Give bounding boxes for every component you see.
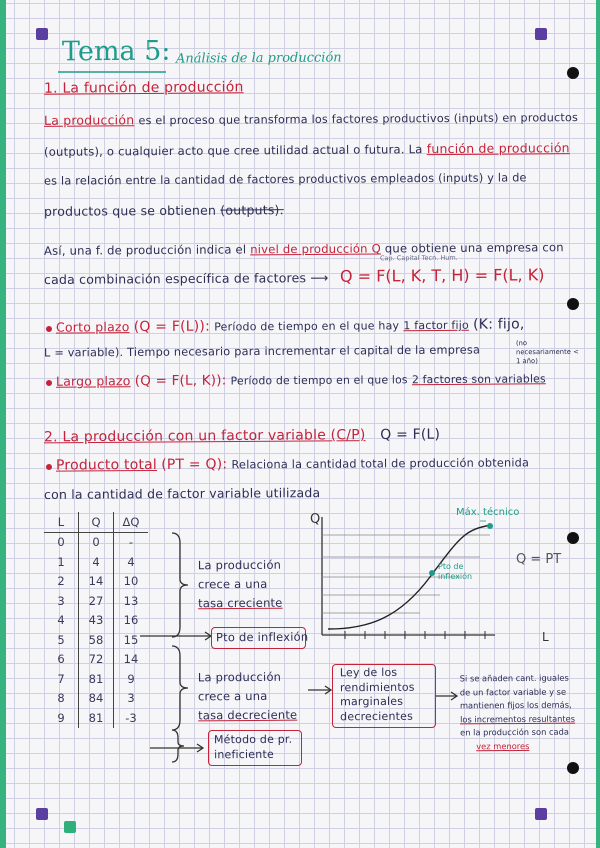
page-title: Tema 5: xyxy=(61,35,171,68)
text: es el proceso que transforma los factores productivos (inputs) en productos xyxy=(138,111,579,128)
cell-dq: - xyxy=(128,535,134,550)
text: La producción xyxy=(197,557,282,573)
text: La producción xyxy=(197,669,282,685)
text: marginales xyxy=(340,694,404,709)
text: decrecientes xyxy=(340,709,414,723)
inflection-label-1: Pto de xyxy=(438,562,464,571)
short-run-line-2: L = variable). Tiempo necesario para incrementar el capital de la empresa xyxy=(43,343,481,360)
cell-l: 4 xyxy=(44,611,79,631)
cell-l: 0 xyxy=(44,532,79,552)
term-producto-total: Producto total xyxy=(55,456,158,474)
text: que obtiene una empresa con xyxy=(384,240,564,256)
brace-inefficient xyxy=(172,730,184,762)
cell-q: 4 xyxy=(79,552,114,572)
text: tasa decreciente xyxy=(198,707,298,723)
curve-label: Q = PT xyxy=(516,552,562,567)
term-factor-fijo: 1 factor fijo xyxy=(403,318,469,333)
law-box-text xyxy=(340,666,415,725)
text: Período de tiempo en el que los xyxy=(230,373,408,388)
section-1-heading: 1. La función de producción xyxy=(43,79,244,97)
total-product-formula: (PT = Q): xyxy=(161,456,228,473)
graph-y-label: Q xyxy=(310,512,321,527)
formula-note: Cap. Capital Tecn. Hum. xyxy=(379,253,458,263)
text: cada combinación específica de factores xyxy=(43,270,307,287)
term-produccion: La producción xyxy=(43,112,135,128)
inflection-box-label: Pto de inflexión xyxy=(215,629,309,645)
term-corto-plazo: Corto plazo xyxy=(55,319,130,335)
text: vez menores xyxy=(476,740,530,751)
short-run-formula: (Q = F(L)): xyxy=(133,318,211,336)
cell-dq: 13 xyxy=(123,593,139,608)
table-header-q: Q xyxy=(79,512,114,532)
cell-dq: -3 xyxy=(125,710,137,725)
text: en la producción son cada xyxy=(460,726,569,738)
cell-q: 27 xyxy=(79,591,114,611)
max-point xyxy=(487,523,493,529)
cell-q: 81 xyxy=(79,708,114,728)
brace-lower xyxy=(172,646,188,730)
cell-q: 0 xyxy=(79,532,114,552)
text: crece a una xyxy=(197,576,268,592)
cell-q: 43 xyxy=(79,611,114,631)
term-nivel-produccion: nivel de producción Q xyxy=(250,241,381,257)
text: rendimientos xyxy=(339,680,415,694)
text: Así, una f. de producción indica el xyxy=(43,242,247,258)
cell-dq: 14 xyxy=(123,652,139,667)
cell-q: 14 xyxy=(79,572,114,592)
inflection-label-2: inflexión xyxy=(438,572,473,581)
total-product-graph xyxy=(300,505,570,655)
cell-q: 81 xyxy=(79,669,114,689)
cell-l: 7 xyxy=(44,669,79,689)
arrow-icon: ⟶ xyxy=(310,270,329,286)
cell-q: 84 xyxy=(79,689,114,709)
text: Ley de los xyxy=(339,665,398,680)
text: productos que se obtienen xyxy=(43,202,217,219)
cell-dq: 15 xyxy=(123,632,139,647)
text: mantienen fijos los demás, xyxy=(459,699,572,711)
cell-l: 9 xyxy=(44,708,79,728)
term-largo-plazo: Largo plazo xyxy=(55,373,131,389)
max-technical-label: Máx. técnico xyxy=(456,507,520,518)
paragraph-1-line-3: es la relación entre la cantidad de factores productivos empleados (inputs) y la de xyxy=(43,171,527,188)
cell-l: 8 xyxy=(44,689,79,709)
note-decreasing-rate xyxy=(198,668,298,726)
text: Relaciona la cantidad total de producción obtenida xyxy=(231,456,530,472)
graph-x-label: L xyxy=(542,630,549,644)
text: (K: fijo, xyxy=(473,316,525,333)
cell-dq: 16 xyxy=(123,613,139,628)
section-2-title: 2. La producción con un factor variable (C/P) xyxy=(43,427,366,446)
cell-dq: 4 xyxy=(127,554,135,569)
text: tasa creciente xyxy=(198,595,283,611)
law-explanation xyxy=(460,672,576,754)
cell-dq: 3 xyxy=(127,691,135,706)
inefficient-box-text xyxy=(214,732,293,763)
term-2-factores: 2 factores son variables xyxy=(411,372,546,387)
cell-l: 1 xyxy=(44,552,79,572)
cell-q: 58 xyxy=(79,630,114,650)
page-subtitle: Análisis de la producción xyxy=(175,50,342,67)
cell-dq: 9 xyxy=(127,671,135,686)
table-header-dq: ΔQ xyxy=(114,512,149,532)
cell-l: 6 xyxy=(44,650,79,670)
brace-upper xyxy=(172,533,188,637)
long-run-formula: (Q = F(L, K)): xyxy=(134,372,227,390)
text: los incrementos resultantes xyxy=(460,713,576,724)
cell-l: 5 xyxy=(44,630,79,650)
inflection-point xyxy=(429,570,435,576)
text: Método de pr. xyxy=(213,732,293,747)
text: ineficiente xyxy=(214,747,274,762)
cell-q: 72 xyxy=(79,650,114,670)
text: crece a una xyxy=(197,688,268,704)
term-funcion-produccion: función de producción xyxy=(426,140,570,157)
cell-l: 2 xyxy=(44,572,79,592)
cell-dq: 10 xyxy=(123,574,139,589)
text: de un factor variable y se xyxy=(459,686,567,697)
text-struck: (outputs). xyxy=(220,202,284,218)
text: Período de tiempo en el que hay xyxy=(214,319,400,334)
note-increasing-rate xyxy=(198,556,283,614)
text: (outputs), o cualquier acto que cree utilidad actual o futura. La xyxy=(43,142,423,159)
cell-l: 3 xyxy=(44,591,79,611)
text: Si se añaden cant. iguales xyxy=(459,672,569,684)
short-run-note: (no necesariamente < 1 año) xyxy=(515,339,579,366)
section-2-formula: Q = F(L) xyxy=(380,426,441,444)
table-header-l: L xyxy=(44,512,79,532)
total-product-line-2: con la cantidad de factor variable utilizada xyxy=(43,485,321,502)
production-function-formula: Q = F(L, K, T, H) = F(L, K) xyxy=(339,265,545,286)
